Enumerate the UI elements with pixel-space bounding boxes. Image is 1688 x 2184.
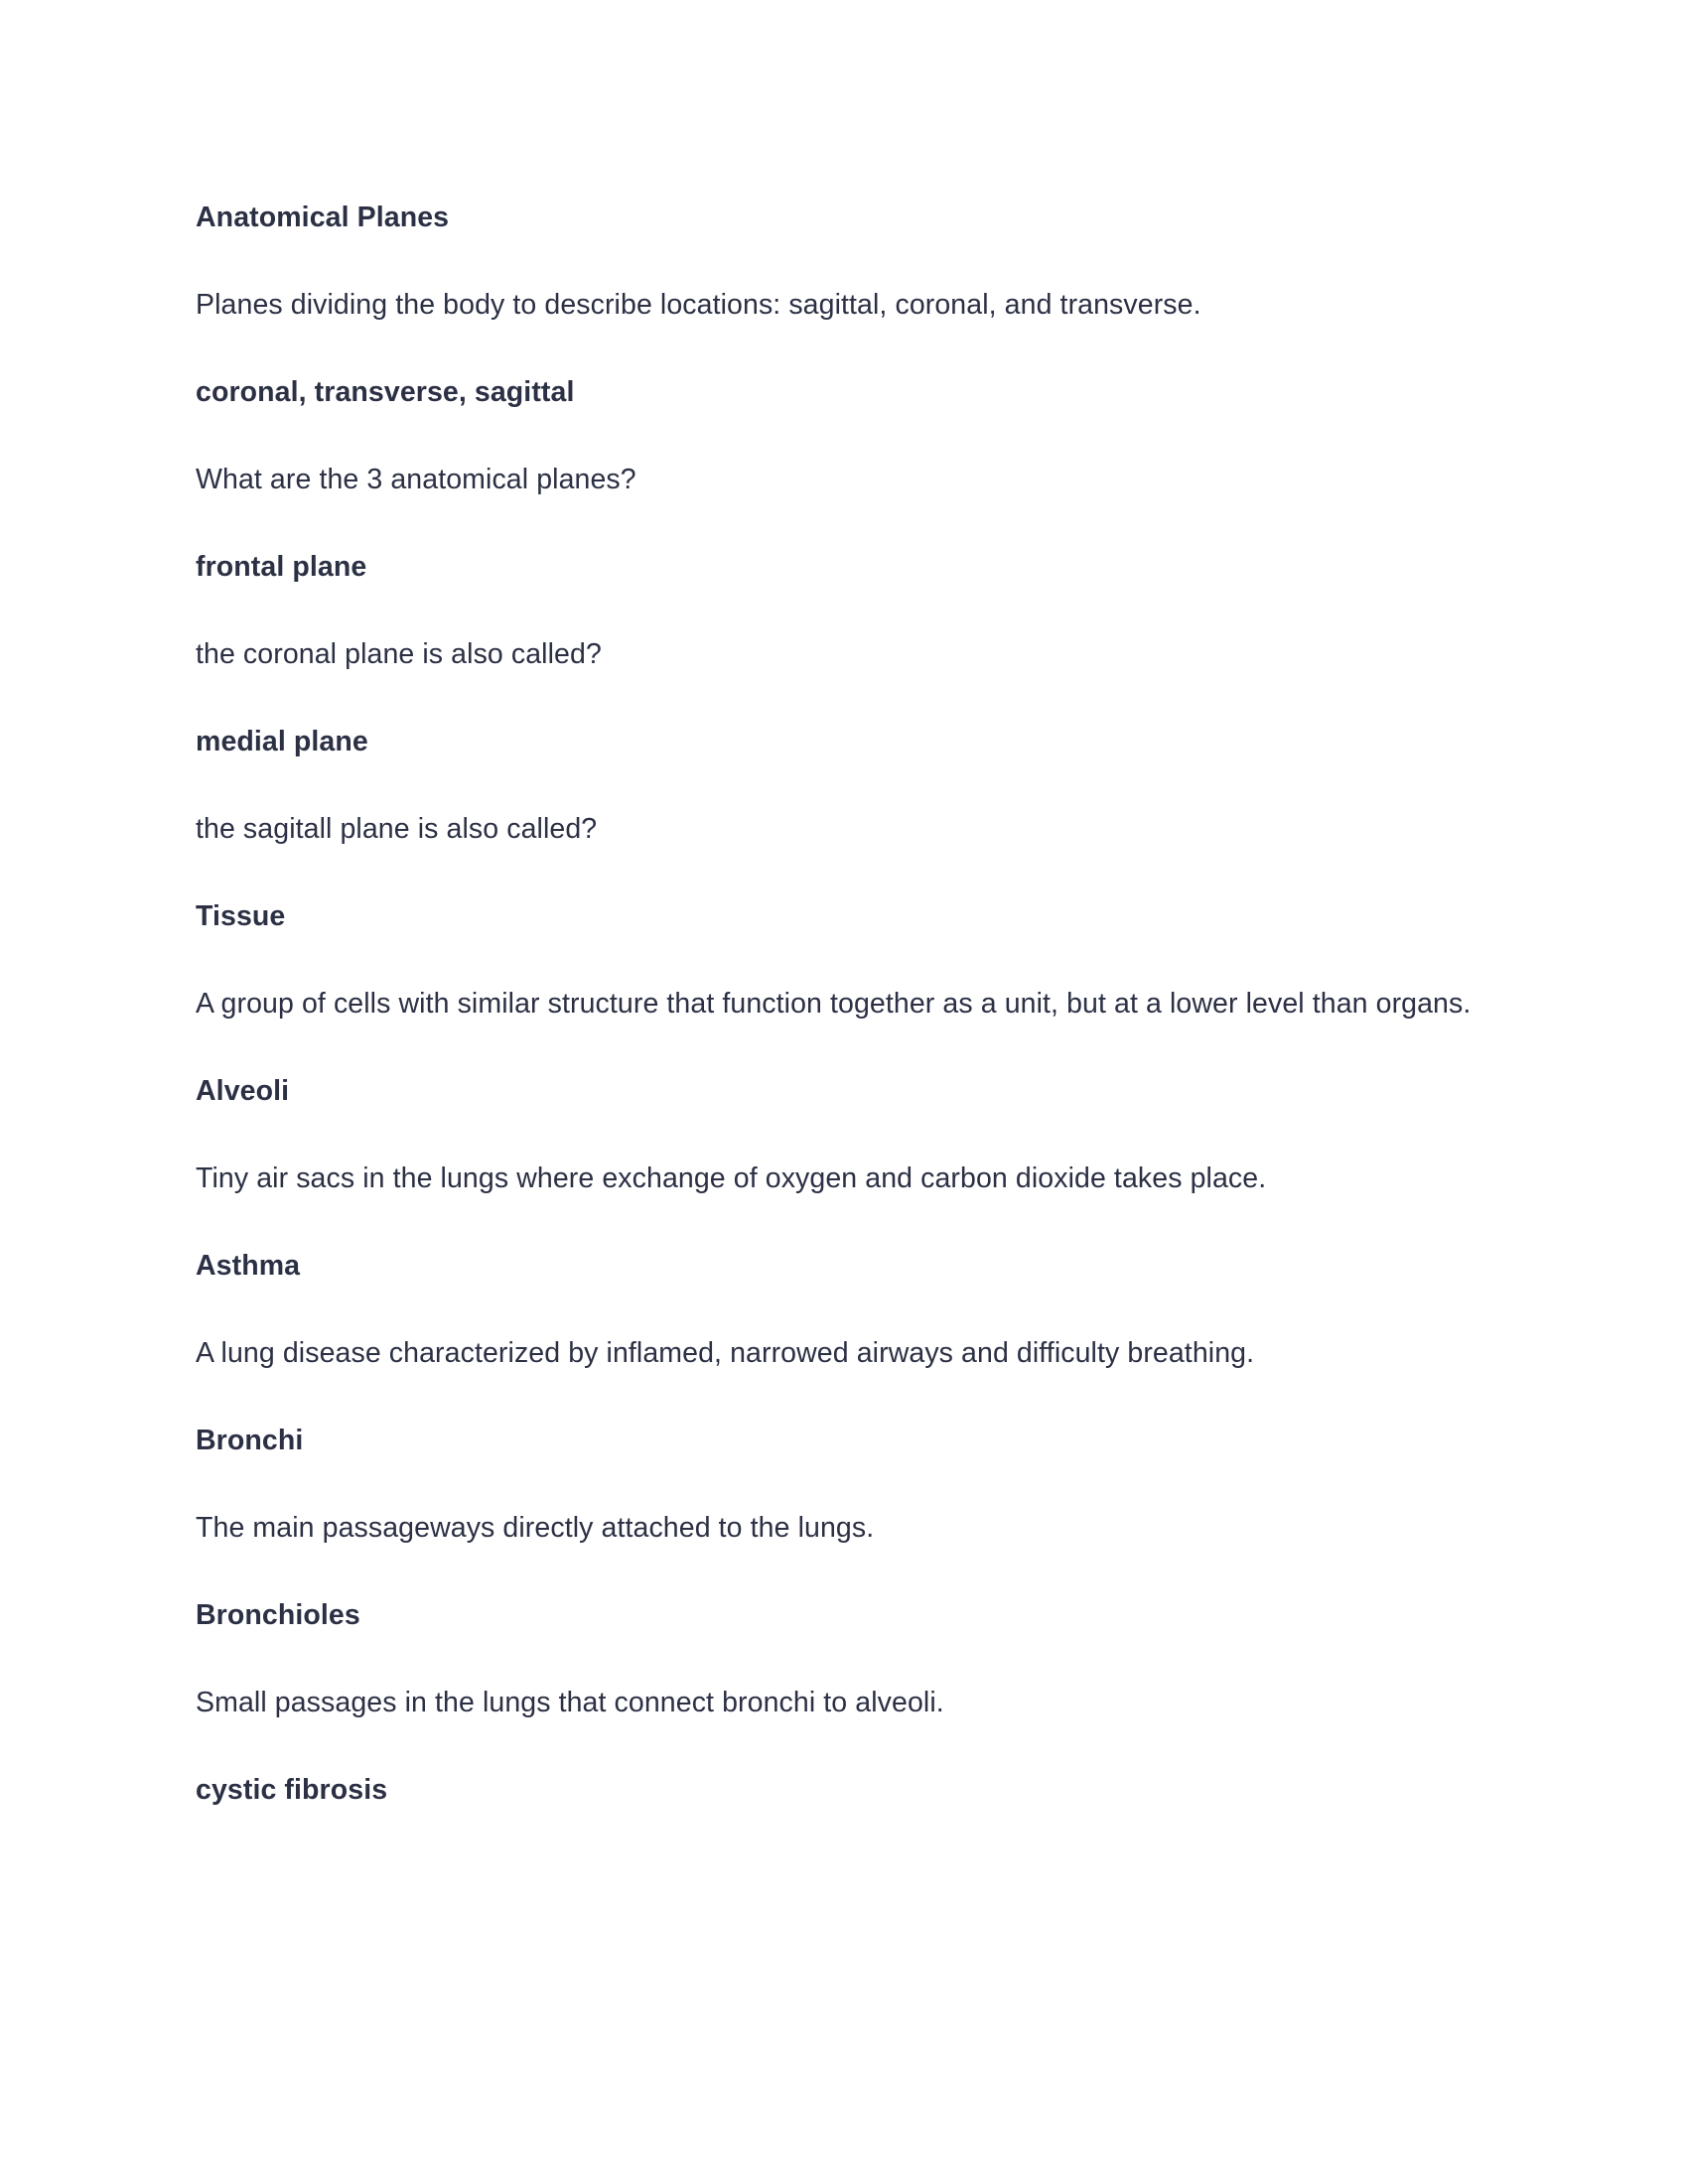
glossary-entry xyxy=(196,1412,1481,1586)
entry-term: frontal plane xyxy=(196,551,367,583)
glossary-entry xyxy=(196,713,1481,887)
entry-definition: Planes dividing the body to describe locations: sagittal, coronal, and transverse. xyxy=(196,289,1201,321)
entry-term: cystic fibrosis xyxy=(196,1774,388,1806)
glossary-entry xyxy=(196,1237,1481,1412)
entry-definition: A lung disease characterized by inflamed, narrowed airways and difficulty breathing. xyxy=(196,1337,1255,1369)
entry-definition: A group of cells with similar structure that function together as a unit, but at a lower level than organs. xyxy=(196,988,1472,1020)
entry-term: coronal, transverse, sagittal xyxy=(196,376,575,408)
glossary-entry xyxy=(196,1062,1481,1237)
glossary-entry xyxy=(196,538,1481,713)
entry-term: Bronchioles xyxy=(196,1599,360,1631)
glossary-entry xyxy=(196,1586,1481,1761)
entry-term: Alveoli xyxy=(196,1075,290,1107)
entry-term: medial plane xyxy=(196,726,368,757)
entry-term: Anatomical Planes xyxy=(196,202,450,233)
entry-term: Asthma xyxy=(196,1250,301,1282)
glossary-entry xyxy=(196,1761,1481,1848)
entry-definition: Small passages in the lungs that connect bronchi to alveoli. xyxy=(196,1687,944,1718)
glossary-entry xyxy=(196,363,1481,538)
document-body xyxy=(196,189,1481,1848)
glossary-entry xyxy=(196,189,1481,363)
entry-definition: the sagitall plane is also called? xyxy=(196,813,598,845)
entry-definition: Tiny air sacs in the lungs where exchange of oxygen and carbon dioxide takes place. xyxy=(196,1162,1267,1194)
entry-term: Bronchi xyxy=(196,1425,304,1456)
entry-definition: The main passageways directly attached to the lungs. xyxy=(196,1512,875,1544)
entry-term: Tissue xyxy=(196,900,286,932)
entry-definition: What are the 3 anatomical planes? xyxy=(196,464,636,495)
entry-definition: the coronal plane is also called? xyxy=(196,638,602,670)
glossary-entry xyxy=(196,887,1481,1062)
